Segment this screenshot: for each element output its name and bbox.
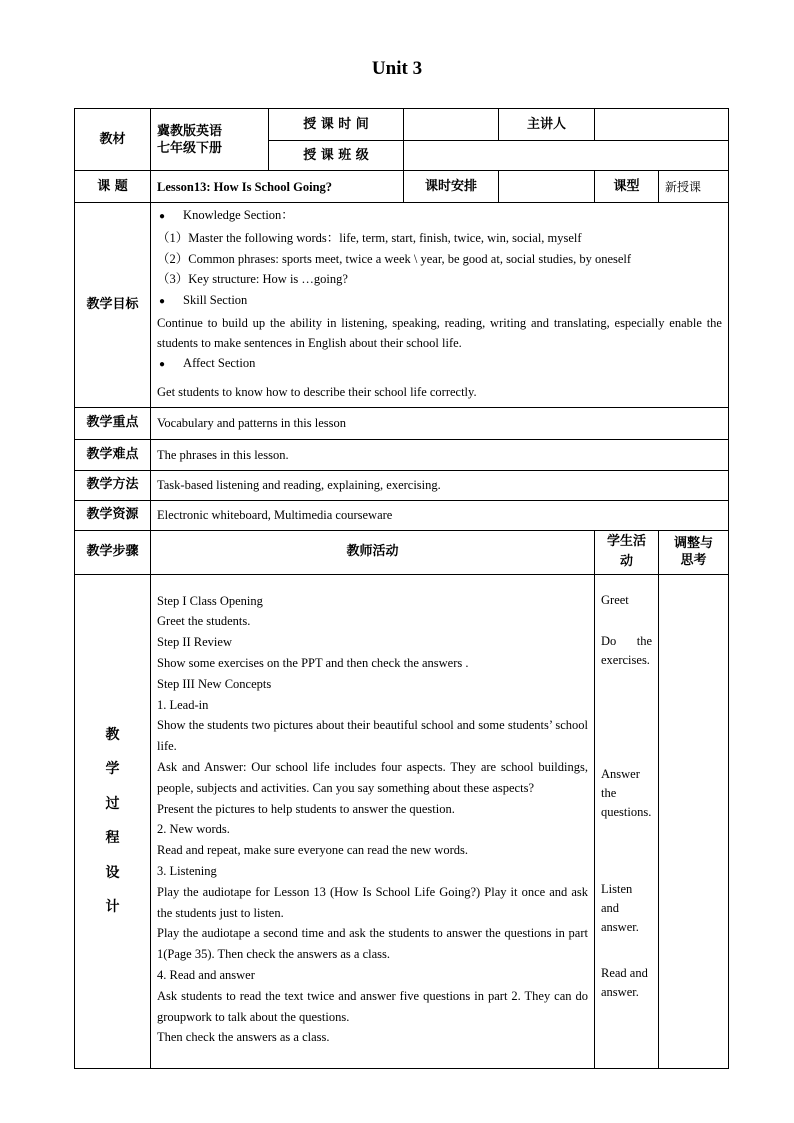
resources-value: Electronic whiteboard, Multimedia courseware <box>151 500 729 530</box>
teacher-line: Present the pictures to help students to answer the question. <box>157 801 455 816</box>
teacher-line: Step I Class Opening <box>157 593 263 608</box>
objectives-label: 教学目标 <box>75 203 151 408</box>
teacher-line: Play the audiotape a second time and ask the students to answer the questions in part 1(Page 35). Then check the answers as a class. <box>157 926 588 962</box>
teacher-line: 1. Lead-in <box>157 697 209 712</box>
difficulties-label: 教学难点 <box>75 439 151 470</box>
teacher-line: Greet the students. <box>157 614 251 629</box>
methods-label: 教学方法 <box>75 470 151 500</box>
methods-value: Task-based listening and reading, explaining, exercising. <box>151 470 729 500</box>
key-points-value: Vocabulary and patterns in this lesson <box>151 407 729 439</box>
teacher-line: 2. New words. <box>157 822 230 837</box>
affect-text: Get students to know how to describe their school life correctly. <box>157 384 477 399</box>
difficulties-value: The phrases in this lesson. <box>151 439 729 470</box>
lesson-plan-table <box>74 108 729 1069</box>
topic-label: 课 题 <box>75 171 151 203</box>
teacher-activity-label: 教师活动 <box>151 530 595 574</box>
class-label: 授 课 班 级 <box>269 141 404 171</box>
key-points-label: 教学重点 <box>75 407 151 439</box>
objective-k3: （3）Key structure: How is …going? <box>157 272 348 287</box>
skill-text: Continue to build up the ability in listening, speaking, reading, writing and translating, especially enable the students to make sentences in English about their school life. <box>157 315 722 350</box>
speaker-label: 主讲人 <box>499 109 595 141</box>
time-value <box>404 109 499 141</box>
teacher-line: Ask students to read the text twice and answer five questions in part 2. They can do groupwork to talk about the questions. <box>157 988 588 1024</box>
topic-value: Lesson13: How Is School Going? <box>151 171 404 203</box>
teacher-line: Ask and Answer: Our school life includes four aspects. They are school buildings, people, subjects and activities. Can you say something about these aspects? <box>157 759 588 795</box>
objective-k2: （2）Common phrases: sports meet, twice a week \ year, be good at, social studies, by oneself <box>157 251 632 266</box>
textbook-value: 冀教版英语 七年级下册 <box>151 109 269 171</box>
teacher-line: 3. Listening <box>157 863 217 878</box>
teacher-line: Show some exercises on the PPT and then check the answers . <box>157 655 469 670</box>
textbook-label: 教材 <box>75 109 151 171</box>
schedule-label: 课时安排 <box>404 171 499 203</box>
type-label: 课型 <box>595 171 659 203</box>
resources-label: 教学资源 <box>75 500 151 530</box>
time-label: 授 课 时 间 <box>269 109 404 141</box>
process-label: 教 学 过 程 设 计 <box>75 574 151 1068</box>
affect-heading: ● Affect Section <box>157 353 722 376</box>
teacher-line: Show the students two pictures about their beautiful school and some students’ school life. <box>157 718 588 754</box>
objectives-content <box>151 203 729 408</box>
student-activity-label: 学生活动 <box>595 530 659 574</box>
class-value <box>404 141 729 171</box>
teacher-line: Step II Review <box>157 635 232 650</box>
student-activity-content: Greet Do the exercises. Answer the questions. Listen and answer. Read and answer. <box>595 574 659 1068</box>
speaker-value <box>595 109 729 141</box>
schedule-value <box>499 171 595 203</box>
steps-label: 教学步骤 <box>75 530 151 574</box>
teacher-line: Read and repeat, make sure everyone can read the new words. <box>157 843 468 858</box>
teacher-line: 4. Read and answer <box>157 967 255 982</box>
teacher-line: Then check the answers as a class. <box>157 1030 330 1045</box>
skill-heading: ● Skill Section <box>157 290 722 313</box>
adjust-label: 调整与 思考 <box>659 530 729 574</box>
objective-k1: （1）Master the following words：life, term, start, finish, twice, win, social, myself <box>157 230 582 245</box>
teacher-line: Play the audiotape for Lesson 13 (How Is School Life Going?) Play it once and ask the students just to listen. <box>157 884 588 920</box>
knowledge-heading: ● Knowledge Section： <box>157 205 722 228</box>
teacher-activity-content <box>151 574 595 1068</box>
teacher-line: Step III New Concepts <box>157 676 272 691</box>
do-exercises-line: Do the <box>601 633 652 648</box>
type-value: 新授课 <box>659 171 729 203</box>
adjust-content <box>659 574 729 1068</box>
page-title: Unit 3 <box>371 58 423 79</box>
